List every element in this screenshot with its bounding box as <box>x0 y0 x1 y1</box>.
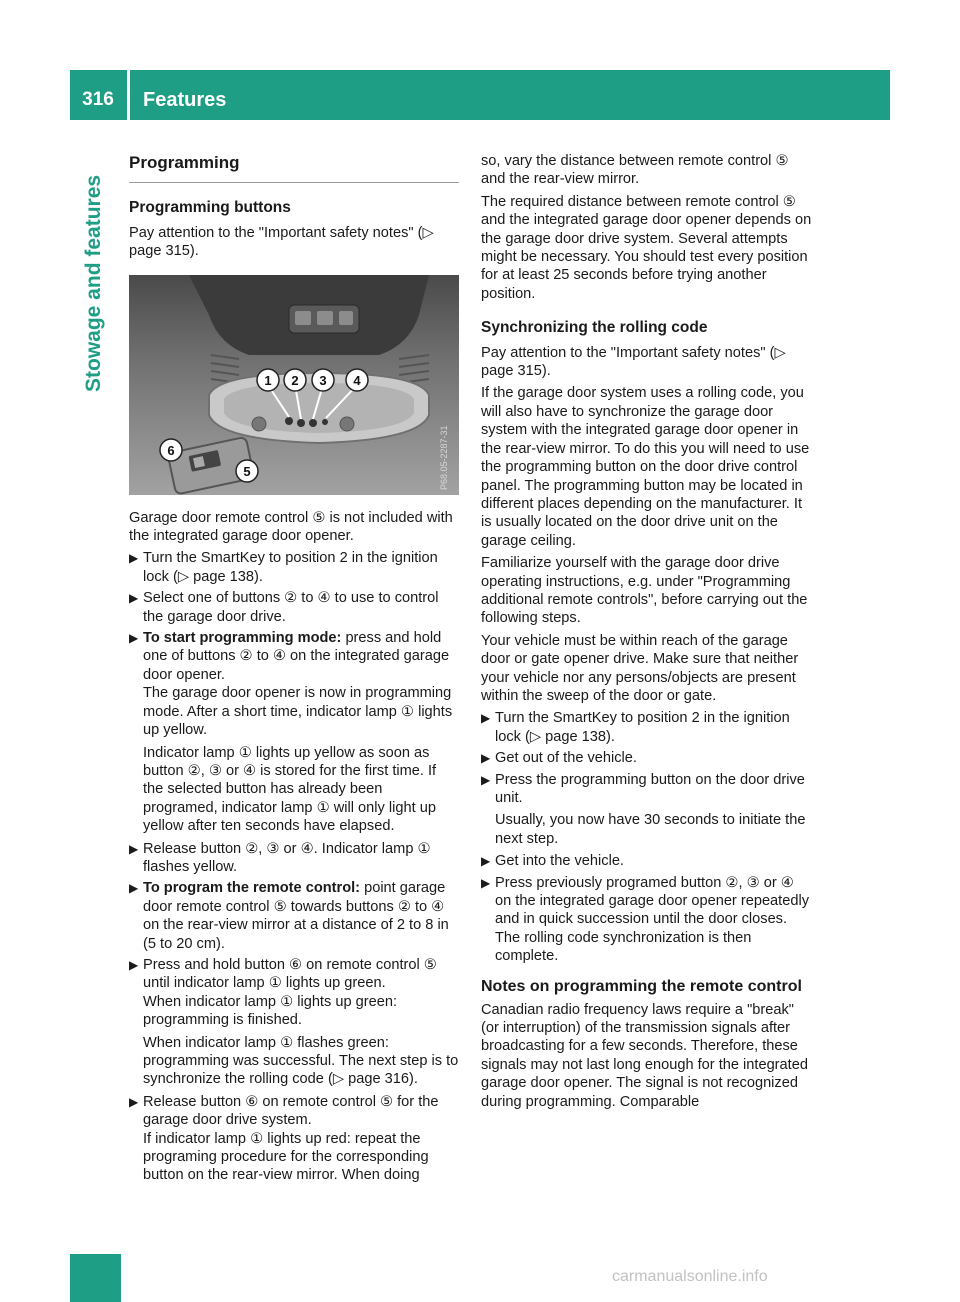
page-link[interactable]: page 315 <box>129 243 190 260</box>
step-text: Press and hold button ⑥ on remote control ⑤ until indicator lamp ① lights up green. <box>143 956 437 992</box>
step-arrow-icon: ▶ <box>481 854 491 869</box>
note-paragraph: Garage door remote control ⑤ is not included with the integrated garage door opener. <box>129 509 453 545</box>
side-color-block <box>70 1254 121 1302</box>
step-text: Turn the SmartKey to position 2 in the ignition lock (▷ page 138). <box>495 710 790 745</box>
list-item <box>129 629 459 835</box>
list-item <box>481 749 813 767</box>
step-arrow-icon: ▶ <box>129 881 139 896</box>
step-bold: To program the remote control: <box>143 880 361 897</box>
mirror-figure <box>129 275 459 495</box>
callout-label: 2 <box>291 372 299 388</box>
sync-title: Synchronizing the rolling code <box>481 319 708 337</box>
list-item <box>481 709 813 746</box>
side-tab <box>82 174 106 416</box>
step-extra: When indicator lamp ① flashes green: programming was successful. The next step is to synchronize the rolling code (▷ page 316). <box>143 1034 459 1088</box>
list-item <box>481 874 813 966</box>
list-item <box>481 771 813 849</box>
section-title: Programming <box>129 148 459 183</box>
step-text: Get into the vehicle. <box>495 853 624 870</box>
step-text: Release button ⑥ on remote control ⑤ for the garage door drive system. <box>143 1093 439 1129</box>
watermark: carmanualsonline.info <box>612 1268 768 1285</box>
sync-paragraph: Familiarize yourself with the garage door drive operating instructions, e.g. under "Programming additional remote controls", before carrying out the following steps. <box>481 555 808 627</box>
sync-paragraph: Your vehicle must be within reach of the garage door or gate opener drive. Make sure that neither your vehicle nor any persons/objects are present within the sweep of the door or gate. <box>481 632 799 704</box>
step-text: Release button ②, ③ or ④. Indicator lamp ① flashes yellow. <box>143 840 431 875</box>
mirror-illustration <box>129 275 459 495</box>
arrow-ref-icon: ▷ <box>422 224 434 241</box>
list-item <box>129 589 459 626</box>
step-extra: If indicator lamp ① lights up red: repeat the programing procedure for the corresponding button on the rear-view mirror. When doing <box>143 1130 429 1184</box>
header-bar <box>70 70 890 120</box>
side-tab-label: Stowage and features <box>82 174 105 392</box>
step-arrow-icon: ▶ <box>129 1094 139 1109</box>
callout-label: 6 <box>167 442 175 458</box>
step-text: Press the programming button on the door drive unit. <box>495 771 805 806</box>
step-arrow-icon: ▶ <box>129 551 139 566</box>
list-item <box>129 879 459 953</box>
figure-code: P68.05-2287-31 <box>439 425 449 490</box>
sync-steps <box>481 709 813 965</box>
step-arrow-icon: ▶ <box>481 875 491 890</box>
left-column <box>129 148 459 1188</box>
step-text: Press previously programed button ②, ③ or ④ on the integrated garage door opener repeatedly and in quick succession until the door closes. <box>495 874 810 928</box>
step-text: point garage door remote control ⑤ towards buttons ② to ④ on the rear-view mirror at a distance of 2 to 8 in (5 to 20 cm). <box>143 880 449 952</box>
callout-label: 3 <box>319 372 327 388</box>
list-item <box>129 956 459 1089</box>
step-extra: Indicator lamp ① lights up yellow as soon as button ②, ③ or ④ is stored for the first time. If the selected button has already been programed, indicator lamp ① will only light up yellow after ten seconds have elapsed. <box>143 744 437 835</box>
notes-paragraph: Canadian radio frequency laws require a "break" (or interruption) of the transmission signals after broadcasting for a few seconds. Therefore, these signals may not last long enough for the integrated garage door opener. The signal is not recognized during programming. Comparable <box>481 1001 808 1110</box>
page-number: 316 <box>82 89 114 110</box>
header-divider <box>127 70 130 120</box>
step-text: Get out of the vehicle. <box>495 750 637 767</box>
step-arrow-icon: ▶ <box>129 631 139 646</box>
step-text: press and hold one of buttons ② to ④ on the integrated garage door opener. <box>143 630 450 683</box>
list-item <box>129 1093 459 1185</box>
step-arrow-icon: ▶ <box>129 591 139 606</box>
step-text: Select one of buttons ② to ④ to use to control the garage door drive. <box>143 590 439 625</box>
list-item <box>129 549 459 586</box>
list-item <box>129 840 459 877</box>
step-extra: Usually, you now have 30 seconds to initiate the next step. <box>495 812 806 847</box>
callout-label: 1 <box>264 372 272 388</box>
distance-paragraph: The required distance between remote control ⑤ and the integrated garage door opener depends on the garage door drive system. Several attempts might be necessary. You should test every position for at least 25 seconds before trying another position. <box>481 193 812 302</box>
step-arrow-icon: ▶ <box>481 711 491 726</box>
intro-end: ). <box>189 243 199 260</box>
continued-paragraph: so, vary the distance between remote control ⑤ and the rear-view mirror. <box>481 153 789 188</box>
sync-paragraph: Pay attention to the "Important safety notes" (▷ page 315). <box>481 344 786 380</box>
subsection-title: Programming buttons <box>129 199 291 217</box>
programming-steps <box>129 549 459 1184</box>
step-arrow-icon: ▶ <box>481 751 491 766</box>
right-column <box>481 152 813 1115</box>
step-extra: The garage door opener is now in programming mode. After a short time, indicator lamp ① lights up yellow. <box>143 685 453 739</box>
step-arrow-icon: ▶ <box>129 957 139 972</box>
step-extra: The rolling code synchronization is then complete. <box>495 929 752 965</box>
step-arrow-icon: ▶ <box>481 772 491 787</box>
intro-paragraph <box>129 224 459 261</box>
callout-label: 4 <box>353 372 361 388</box>
notes-title: Notes on programming the remote control <box>481 977 802 995</box>
list-item <box>481 852 813 870</box>
step-arrow-icon: ▶ <box>129 841 139 856</box>
step-text: Turn the SmartKey to position 2 in the ignition lock (▷ page 138). <box>143 550 438 585</box>
step-bold: To start programming mode: <box>143 630 342 647</box>
callout-label: 5 <box>243 463 251 479</box>
step-extra: When indicator lamp ① lights up green: programming is finished. <box>143 993 398 1029</box>
header-title: Features <box>143 89 227 111</box>
sync-paragraph: If the garage door system uses a rolling code, you will also have to synchronize the garage door system with the integrated garage door opener in the rear-view mirror. To do this you will need to use the programming button on the door drive control panel. The programming button may be located in different places depending on the manufacturer. It is usually located on the door drive unit on the garage ceiling. <box>481 385 810 549</box>
intro-text: Pay attention to the "Important safety notes" ( <box>129 224 423 241</box>
